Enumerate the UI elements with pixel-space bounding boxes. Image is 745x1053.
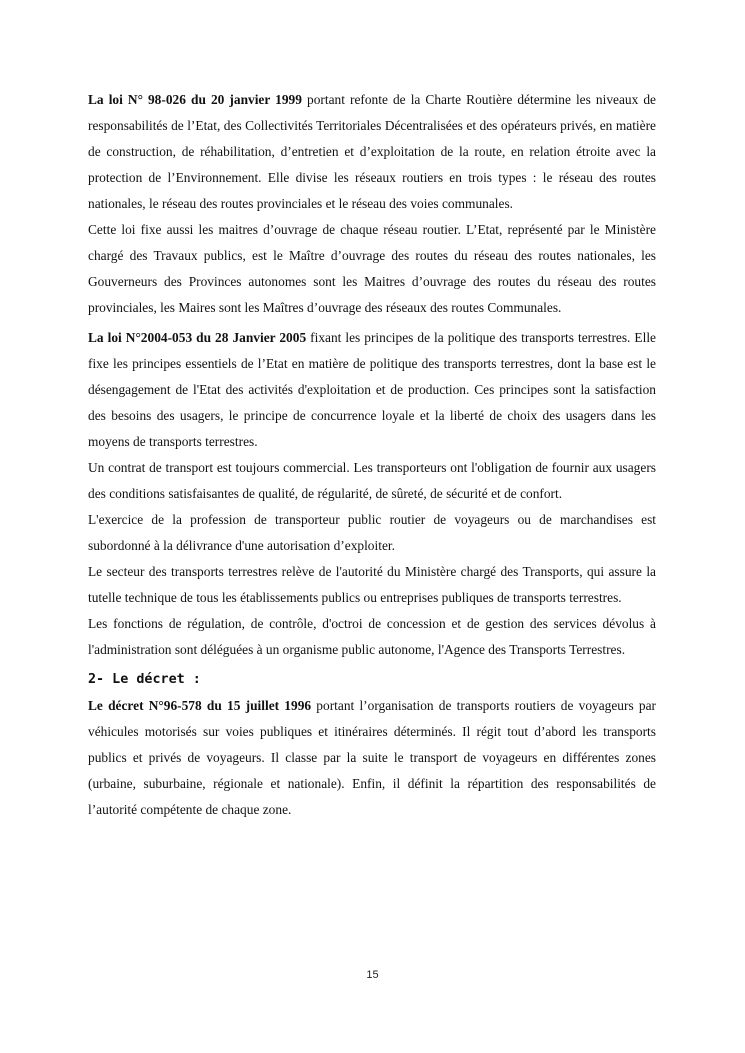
paragraph-exercice-profession — [88, 507, 656, 559]
paragraph-maitres-ouvrage — [88, 217, 656, 321]
paragraph-loi-2004-053 — [88, 325, 656, 455]
paragraph-text: L'exercice de la profession de transporteur public routier de voyageurs ou de marchandises est subordonné à la délivrance d'une autorisation d’exploiter. — [88, 512, 656, 553]
paragraph-decret-96-578 — [88, 693, 656, 823]
law-title-2004-053: La loi N°2004-053 du 28 Janvier 2005 — [88, 330, 307, 345]
decree-title-96-578: Le décret N°96-578 du 15 juillet 1996 — [88, 698, 312, 713]
paragraph-text: Un contrat de transport est toujours commercial. Les transporteurs ont l'obligation de fournir aux usagers des conditions satisfaisantes de qualité, de régularité, de sûreté, de sécurité et de confort. — [88, 460, 656, 501]
paragraph-secteur-transports — [88, 559, 656, 611]
paragraph-text: Le secteur des transports terrestres relève de l'autorité du Ministère chargé des Transports, qui assure la tutelle technique de tous les établissements publics ou entreprises publiques de transports terrestres. — [88, 564, 656, 605]
paragraph-text: fixant les principes de la politique des transports terrestres. Elle fixe les principes essentiels de l’Etat en matière de politique des transports terrestres, dont la base est le désengagement de l'Etat des activités d'exploitation et de production. Ces principes sont la satisfaction des besoins des usagers, le principe de concurrence loyale et la liberté de choix des usagers dans les moyens de transports terrestres. — [88, 330, 656, 449]
law-title-98-026: La loi N° 98-026 du 20 janvier 1999 — [88, 92, 302, 107]
section-heading-decret: 2- Le décret : — [88, 672, 201, 687]
paragraph-text: portant refonte de la Charte Routière détermine les niveaux de responsabilités de l’Etat, des Collectivités Territoriales Décentralisées et des opérateurs privés, en matière de construction, de réhabilitation, d’entretien et d’exploitation de la route, en relation étroite avec la protection de l’Environnement. Elle divise les réseaux routiers en trois types : le réseau des routes nationales, le réseau des routes provinciales et le réseau des voies communales. — [88, 92, 656, 211]
paragraph-contrat-transport — [88, 455, 656, 507]
paragraph-text: Les fonctions de régulation, de contrôle, d'octroi de concession et de gestion des services dévolus à l'administration sont déléguées à un organisme public autonome, l'Agence des Transports Terrestres. — [88, 616, 656, 657]
paragraph-loi-98-026 — [88, 87, 656, 217]
paragraph-fonctions-regulation — [88, 611, 656, 663]
page-number: 15 — [366, 969, 379, 981]
paragraph-text: portant l’organisation de transports routiers de voyageurs par véhicules motorisés sur voies publiques et itinéraires déterminés. Il régit tout d’abord les transports publics et privés de voyageurs. Il classe par la suite le transport de voyageurs en différentes zones (urbaine, suburbaine, régionale et nationale). Enfin, il définit la répartition des responsabilités de l’autorité compétente de chaque zone. — [88, 698, 656, 817]
document-body — [88, 87, 656, 823]
paragraph-text: Cette loi fixe aussi les maitres d’ouvrage de chaque réseau routier. L’Etat, représenté par le Ministère chargé des Travaux publics, est le Maître d’ouvrage des routes du réseau des routes nationales, les Gouverneurs des Provinces autonomes sont les Maitres d’ouvrage des routes du réseau des routes provinciales, les Maires sont les Maîtres d’ouvrage des réseaux des routes Communales. — [88, 222, 656, 315]
